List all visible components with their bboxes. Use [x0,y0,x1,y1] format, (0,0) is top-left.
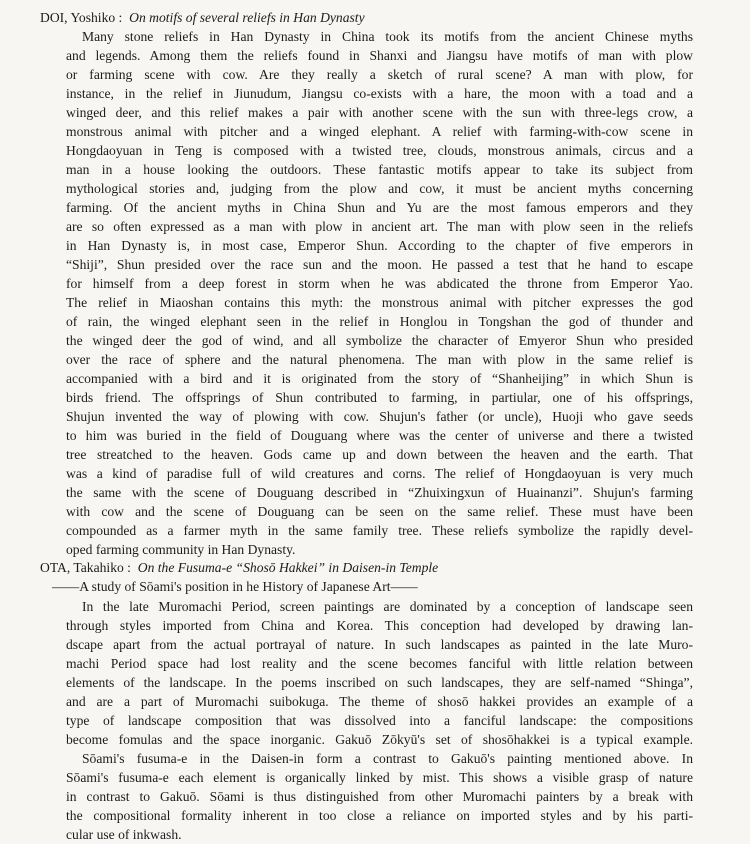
body-line: and legends. Among them the reliefs found in Shanxi and Jiangsu have motifs of man with plow [66,48,693,63]
body-line: man in a house looking the outdoors. These fantastic motifs appear to take its subject from [66,162,693,177]
body-line: over the race of sphere and the natural phenomena. The man with plow in the same relief is [66,352,693,367]
article-2-heading [40,558,438,577]
body-line: Sōami's fusuma-e each element is organically linked by mist. This shows a visible grasp of nature [66,770,693,785]
body-line: through styles imported from China and Korea. This conception had developed by drawing lan- [66,618,693,633]
body-line: to him was buried in the field of Douguang where was the center of universe and there a twisted [66,428,693,443]
body-line: compounded as a farmer myth in the same family tree. These reliefs symbolize the rapidly devel- [66,523,693,538]
body-line: cular use of inkwash. [66,827,182,842]
body-line: Hongdaoyuan in Teng is composed with a twisted tree, clouds, monstrous animals, circus and a [66,143,693,158]
body-line: elements of the landscape. In the poems inscribed on such landscapes, they are self-named “Shinga”, [66,675,693,690]
body-line: in Han Dynasty is, in most case, Emperor Shun. According to the chapter of five emperors in [66,238,693,253]
body-line: of rain, the winged elephant seen in the relief in Honglou in Tongshan the god of thunder and [66,314,693,329]
body-line: or farming scene with cow. Are they really a sketch of rural scene? A man with plow, for [66,67,693,82]
body-line: with cow and the scene of Douguang can be seen on the same relief. These must have been [66,504,693,519]
body-line: accompanied with a bird and it is originated from the story of “Shanheijing” in which Shun is [66,371,693,386]
article-1-heading [40,8,365,27]
body-line: Many stone reliefs in Han Dynasty in China took its motifs from the ancient Chinese myths [82,29,693,44]
body-line: mythological stories and, judging from the plow and cow, it must be ancient myths concerning [66,181,693,196]
body-line: Sōami's fusuma-e in the Daisen-in form a contrast to Gakuō's painting mentioned above. In [82,751,693,766]
article-2-title: On the Fusuma-e “Shosō Hakkei” in Daisen-in Temple [137,560,439,575]
body-line: instance, in the relief in Jiunudum, Jiangsu co-exists with a hare, the moon with a toad and a [66,86,693,101]
article-1-title: On motifs of several reliefs in Han Dynasty [129,10,365,25]
body-line: type of landscape composition that was dissolved into a fanciful landscape: the compositions [66,713,693,728]
body-line: become fomulas and the space inorganic. Gakuō Zōkyū's set of shosōhakkei is a typical example. [66,732,693,747]
body-line: the compositional formality inherent in too close a reliance on imported styles and by his parti- [66,808,693,823]
body-line: In the late Muromachi Period, screen paintings are dominated by a conception of landscape seen [82,599,693,614]
body-line: in contrast to Gakuō. Sōami is thus distinguished from other Muromachi painters by a break with [66,789,693,804]
body-line: tree streatched to the heaven. Gods came up and down between the heaven and the earth. That [66,447,693,462]
article-1-author: DOI, Yoshiko : [40,10,123,25]
body-line: dscape apart from the actual portrayal of nature. In such landscapes as painted in the late Muro- [66,637,693,652]
body-line: monstrous animal with pitcher and a winged elephant. A relief with farming-with-cow scene in [66,124,693,139]
article-2-author: OTA, Takahiko : [40,560,131,575]
body-line: “Shiji”, Shun presided over the race sun and the moon. He passed a test that he hand to escape [66,257,693,272]
body-line: was a kind of paradise full of wild creatures and corns. The relief of Hongdaoyuan is very much [66,466,693,481]
body-line: the same with the scene of Douguang described in “Zhuixingxun of Huainanzi”. Shujun's farming [66,485,693,500]
body-line: The relief in Miaoshan contains this myth: the monstrous animal with pitcher expresses the god [66,295,693,310]
body-line: and are a part of Muromachi suibokuga. The theme of shosō hakkei provides an example of a [66,694,693,709]
body-line: machi Period space had lost reality and the scene becomes fanciful with little relation between [66,656,693,671]
body-line: birds friend. The offsprings of Shun contributed to farming, in partiular, one of his offsprings, [66,390,693,405]
body-line: oped farming community in Han Dynasty. [66,542,296,557]
body-line: are so often expressed as a man with plow in ancient art. The man with plow seen in the reliefs [66,219,693,234]
body-line: farming. Of the ancient myths in China Shun and Yu are the most famous emperors and they [66,200,693,215]
body-line: the winged deer the god of wind, and all symbolize the character of Emyeror Shun who presided [66,333,693,348]
article-2-subtitle: ——A study of Sōami's position in he History of Japanese Art—— [52,579,418,594]
body-line: for himself from a deep forest in storm when he was abdicated the throne from Emperor Yao. [66,276,693,291]
body-line: winged deer, and this relief makes a pair with another scene with the sun with three-legs crow, a [66,105,693,120]
body-line: Shujun invented the way of plowing with cow. Shujun's father (or uncle), Huoji who gave seeds [66,409,693,424]
